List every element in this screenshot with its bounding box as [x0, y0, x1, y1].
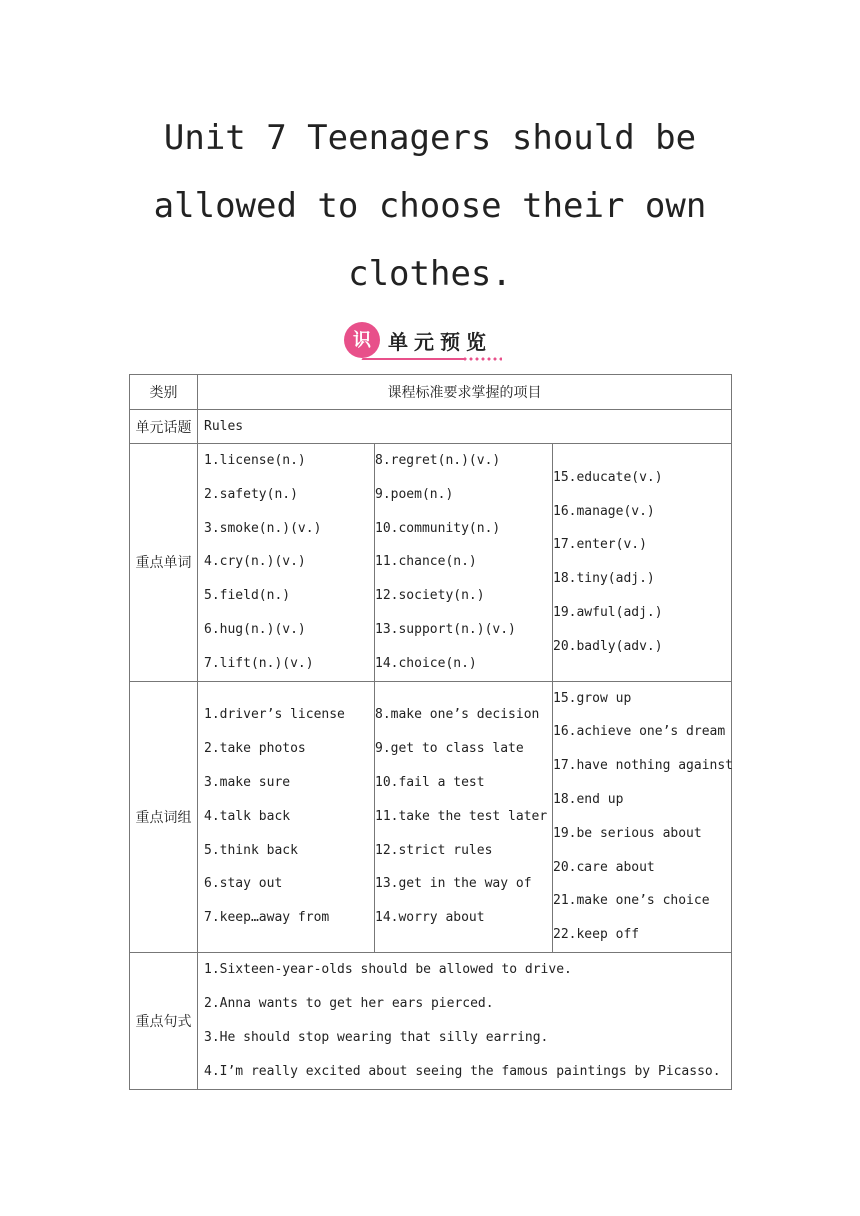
list-item: 10.community(n.): [375, 520, 501, 536]
words-col-2: [375, 444, 553, 682]
words-col-1: [198, 444, 375, 682]
list-item: 9.poem(n.): [375, 486, 454, 502]
list-item: 5.field(n.): [204, 588, 291, 604]
words-row: [130, 444, 732, 682]
list-item: 8.regret(n.)(v.): [375, 453, 501, 468]
list-item: 4.talk back: [204, 808, 291, 824]
title-line-2: allowed to choose their own: [153, 186, 707, 226]
list-item: 15.educate(v.): [553, 469, 663, 485]
list-item: 2.safety(n.): [204, 486, 298, 502]
list-item: 2.Anna wants to get her ears pierced.: [204, 995, 494, 1011]
list-item: 21.make one’s choice: [553, 893, 710, 909]
list-item: 16.manage(v.): [553, 503, 655, 519]
list-item: 19.awful(adj.): [553, 605, 663, 621]
list-item: 15.grow up: [553, 690, 632, 706]
banner-underline: [361, 358, 466, 360]
header-requirement: 课程标准要求掌握的项目: [198, 375, 732, 410]
section-banner: [344, 320, 514, 364]
list-item: 19.be serious about: [553, 825, 702, 841]
table-header-row: [130, 375, 732, 410]
phrases-col-2: [375, 681, 553, 952]
list-item: 7.lift(n.)(v.): [204, 655, 314, 671]
list-item: 16.achieve one’s dream: [553, 724, 726, 740]
list-item: 18.tiny(adj.): [553, 571, 655, 587]
list-item: 20.care about: [553, 859, 655, 875]
banner-dots: [462, 357, 502, 361]
topic-value: Rules: [198, 410, 732, 444]
list-item: 9.get to class late: [375, 741, 524, 757]
list-item: 14.choice(n.): [375, 655, 477, 671]
list-item: 3.make sure: [204, 775, 291, 791]
list-item: 18.end up: [553, 791, 624, 807]
list-item: 4.cry(n.)(v.): [204, 554, 306, 570]
words-col-3: [553, 444, 732, 682]
list-item: 10.fail a test: [375, 775, 485, 791]
list-item: 1.license(n.): [204, 453, 306, 468]
words-category: 重点单词: [130, 444, 198, 682]
sentences-category: 重点句式: [130, 952, 198, 1089]
list-item: 4.I’m really excited about seeing the famous paintings by Picasso.: [204, 1063, 721, 1079]
phrases-category: 重点词组: [130, 681, 198, 952]
knowledge-icon-glyph: 识: [353, 330, 371, 351]
topic-row: [130, 410, 732, 444]
list-item: 13.support(n.)(v.): [375, 621, 516, 637]
list-item: 2.take photos: [204, 741, 306, 757]
title-line-3: clothes.: [348, 254, 512, 294]
list-item: 11.take the test later: [375, 808, 548, 824]
list-item: 22.keep off: [553, 927, 640, 943]
list-item: 17.have nothing against: [553, 758, 734, 774]
list-item: 13.get in the way of: [375, 876, 532, 892]
list-item: 20.badly(adv.): [553, 638, 663, 654]
list-item: 6.stay out: [204, 876, 283, 892]
banner-label: 单元预览: [388, 330, 492, 354]
list-item: 3.smoke(n.)(v.): [204, 520, 322, 536]
title-line-1: Unit 7 Teenagers should be: [163, 118, 697, 158]
list-item: 1.driver’s license: [204, 707, 345, 723]
phrases-row: [130, 681, 732, 952]
list-item: 11.chance(n.): [375, 554, 477, 570]
list-item: 3.He should stop wearing that silly earring.: [204, 1029, 549, 1045]
phrases-col-3: [553, 681, 732, 952]
list-item: 12.society(n.): [375, 588, 485, 604]
phrases-col-1: [198, 681, 375, 952]
list-item: 14.worry about: [375, 910, 485, 926]
list-item: 6.hug(n.)(v.): [204, 621, 306, 637]
unit-preview-table: [129, 374, 732, 1090]
sentences-row: [130, 952, 732, 1089]
list-item: 5.think back: [204, 842, 298, 858]
topic-category: 单元话题: [130, 410, 198, 444]
list-item: 12.strict rules: [375, 842, 493, 858]
sentences-cell: [198, 952, 732, 1089]
list-item: 1.Sixteen-year-olds should be allowed to drive.: [204, 961, 572, 977]
header-category: 类别: [130, 375, 198, 410]
list-item: 17.enter(v.): [553, 537, 647, 553]
list-item: 7.keep…away from: [204, 910, 330, 926]
unit-title: [0, 104, 860, 308]
list-item: 8.make one’s decision: [375, 707, 540, 723]
knowledge-icon: [344, 322, 380, 358]
